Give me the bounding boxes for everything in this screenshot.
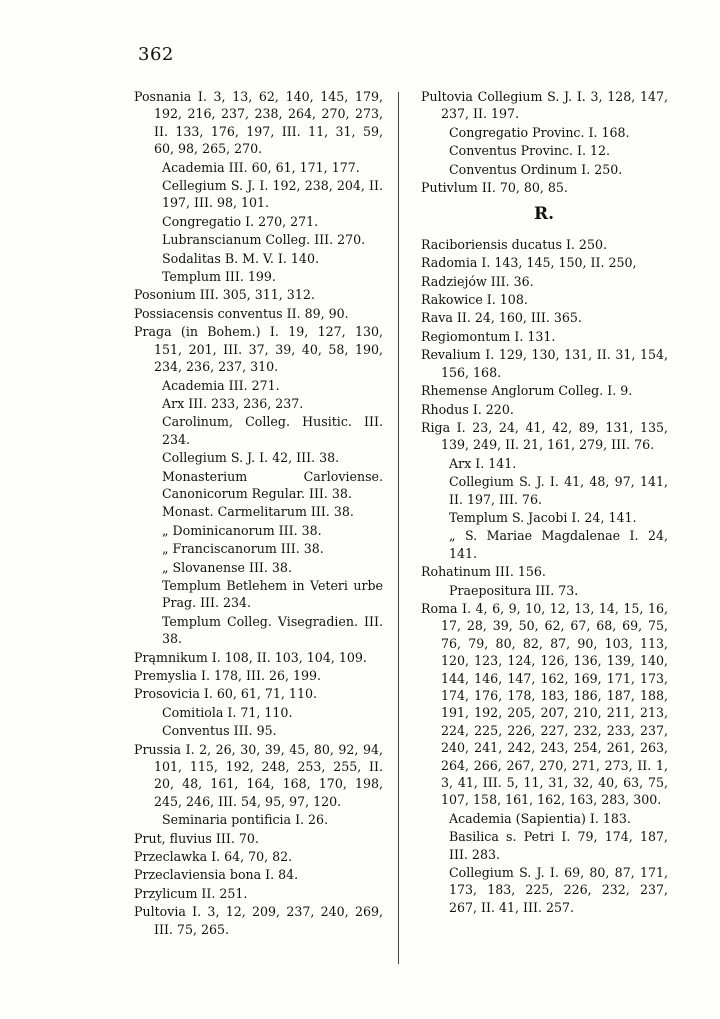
left-column xyxy=(133,88,383,939)
index-subentry: Sodalitas B. M. V. I. 140. xyxy=(162,250,319,266)
index-subentry: Conventus III. 95. xyxy=(162,723,277,739)
page-number: 362 xyxy=(138,44,174,65)
index-subentry: Carolinum, Colleg. Husitic. III. 234. xyxy=(162,414,383,447)
index-entry: Rava II. 24, 160, III. 365. xyxy=(421,310,582,326)
index-entry: Prut, fluvius III. 70. xyxy=(134,830,259,846)
index-entry: Rhodus I. 220. xyxy=(421,401,514,417)
index-subentry: Conventus Ordinum I. 250. xyxy=(449,161,623,177)
index-entry: Rakowice I. 108. xyxy=(421,292,528,308)
index-entry: Praga (in Bohem.) I. 19, 127, 130, 151, 201, III. 37, 39, 40, 58, 190, 234, 236, 237, 310. xyxy=(134,324,383,375)
index-entry: Regiomontum I. 131. xyxy=(421,328,556,344)
index-entry: Prosovicia I. 60, 61, 71, 110. xyxy=(134,686,317,702)
index-entry: Radziejów III. 36. xyxy=(421,273,534,289)
section-letter: R. xyxy=(533,204,555,225)
index-subentry: Monasterium Carloviense. Canonicorum Regular. III. 38. xyxy=(162,468,383,501)
index-entry: Pultovia I. 3, 12, 209, 237, 240, 269, III. 75, 265. xyxy=(134,904,383,937)
index-subentry: Collegium S. J. I. 42, III. 38. xyxy=(162,450,340,466)
index-entry: Rohatinum III. 156. xyxy=(421,564,546,580)
index-subentry: „ S. Mariae Magdalenae I. 24, 141. xyxy=(449,528,668,561)
index-subentry: Templum Betlehem in Veteri urbe Prag. III. 234. xyxy=(162,577,383,611)
index-subentry: Arx I. 141. xyxy=(449,455,517,471)
index-subentry: „ Slovanense III. 38. xyxy=(162,559,292,575)
index-entry: Prąmnikum I. 108, II. 103, 104, 109. xyxy=(134,649,367,665)
index-subentry: Cellegium S. J. I. 192, 238, 204, II. 197, III. 98, 101. xyxy=(162,178,383,211)
index-subentry: Praepositura III. 73. xyxy=(449,582,579,598)
index-subentry: Collegium S. J. I. 69, 80, 87, 171, 173, 183, 225, 226, 232, 237, 267, II. 41, III. 257. xyxy=(449,865,668,915)
index-subentry: Arx III. 233, 236, 237. xyxy=(162,395,304,411)
index-entry: Pultovia Collegium S. J. I. 3, 128, 147, 237, II. 197. xyxy=(421,89,668,122)
index-subentry: Academia (Sapientia) I. 183. xyxy=(449,810,631,826)
index-entry: Przeclawka I. 64, 70, 82. xyxy=(134,849,293,865)
index-entry: Possiacensis conventus II. 89, 90. xyxy=(134,305,349,321)
index-subentry: Templum III. 199. xyxy=(162,269,276,285)
index-entry: Przylicum II. 251. xyxy=(134,885,248,901)
index-subentry: „ Dominicanorum III. 38. xyxy=(162,522,322,538)
index-entry: Riga I. 23, 24, 41, 42, 89, 131, 135, 139, 249, II. 21, 161, 279, III. 76. xyxy=(421,419,668,453)
index-entry: Premyslia I. 178, III. 26, 199. xyxy=(134,668,322,683)
index-subentry: Conventus Provinc. I. 12. xyxy=(449,143,611,159)
index-entry: Posonium III. 305, 311, 312. xyxy=(134,287,315,303)
column-divider xyxy=(398,92,399,964)
index-subentry: Comitiola I. 71, 110. xyxy=(162,704,293,720)
index-subentry: Collegium S. J. I. 41, 48, 97, 141, II. 197, III. 76. xyxy=(449,474,668,507)
index-subentry: Templum S. Jacobi I. 24, 141. xyxy=(449,509,637,525)
index-entry: Revalium I. 129, 130, 131, II. 31, 154, 156, 168. xyxy=(421,347,668,380)
index-entry: Radomia I. 143, 145, 150, II. 250, xyxy=(421,255,637,271)
index-subentry: Basilica s. Petri I. 79, 174, 187, III. 283. xyxy=(449,829,668,862)
index-entry: Prussia I. 2, 26, 30, 39, 45, 80, 92, 94, 101, 115, 192, 248, 253, 255, II. 20, 48, 161, 164, 168, 170, 198, 245, 246, III. 54, 95, 97, 120. xyxy=(134,741,383,809)
index-entry: Putivlum II. 70, 80, 85. xyxy=(421,180,568,196)
index-subentry: Congregatio Provinc. I. 168. xyxy=(449,124,630,140)
index-entry: Posnania I. 3, 13, 62, 140, 145, 179, 192, 216, 237, 238, 264, 270, 273, II. 133, 176, 197, III. 11, 31, 59, 60, 98, 265, 270. xyxy=(134,89,383,157)
index-subentry: Academia III. 271. xyxy=(162,377,280,393)
index-subentry: Monast. Carmelitarum III. 38. xyxy=(162,504,354,520)
index-entry: Przeclaviensia bona I. 84. xyxy=(134,867,299,883)
right-column xyxy=(420,88,668,917)
index-entry: Roma I. 4, 6, 9, 10, 12, 13, 14, 15, 16, 17, 28, 39, 50, 62, 67, 68, 69, 75, 76, 79, 80, 82, 87, 90, 103, 113, 120, 123, 124, 126, 136, 139, 140, 144, 146, 147, 162, 169, 171, 173, 174, 176, 178, 183, 186, 187, 188, 191, 192, 205, 207, 210, 211, 213, 224, 225, 226, 227, 232, 233, 237, 240, 241, 242, 243, 254, 261, 263, 264, 266, 267, 270, 271, 273, II. 1, 3, 41, III. 5, 11, 31, 32, 40, 63, 75, 107, 158, 161, 162, 163, 283, 300. xyxy=(421,600,668,808)
index-subentry: Templum Colleg. Visegradien. III. 38. xyxy=(162,613,383,647)
index-subentry: Academia III. 60, 61, 171, 177. xyxy=(162,159,360,175)
index-subentry: Seminaria pontificia I. 26. xyxy=(162,812,329,828)
index-entry: Rhemense Anglorum Colleg. I. 9. xyxy=(421,383,633,399)
index-subentry: „ Franciscanorum III. 38. xyxy=(162,541,324,557)
index-subentry: Congregatio I. 270, 271. xyxy=(162,213,319,229)
index-entry: Raciboriensis ducatus I. 250. xyxy=(421,236,607,252)
index-subentry: Lubranscianum Colleg. III. 270. xyxy=(162,232,366,248)
